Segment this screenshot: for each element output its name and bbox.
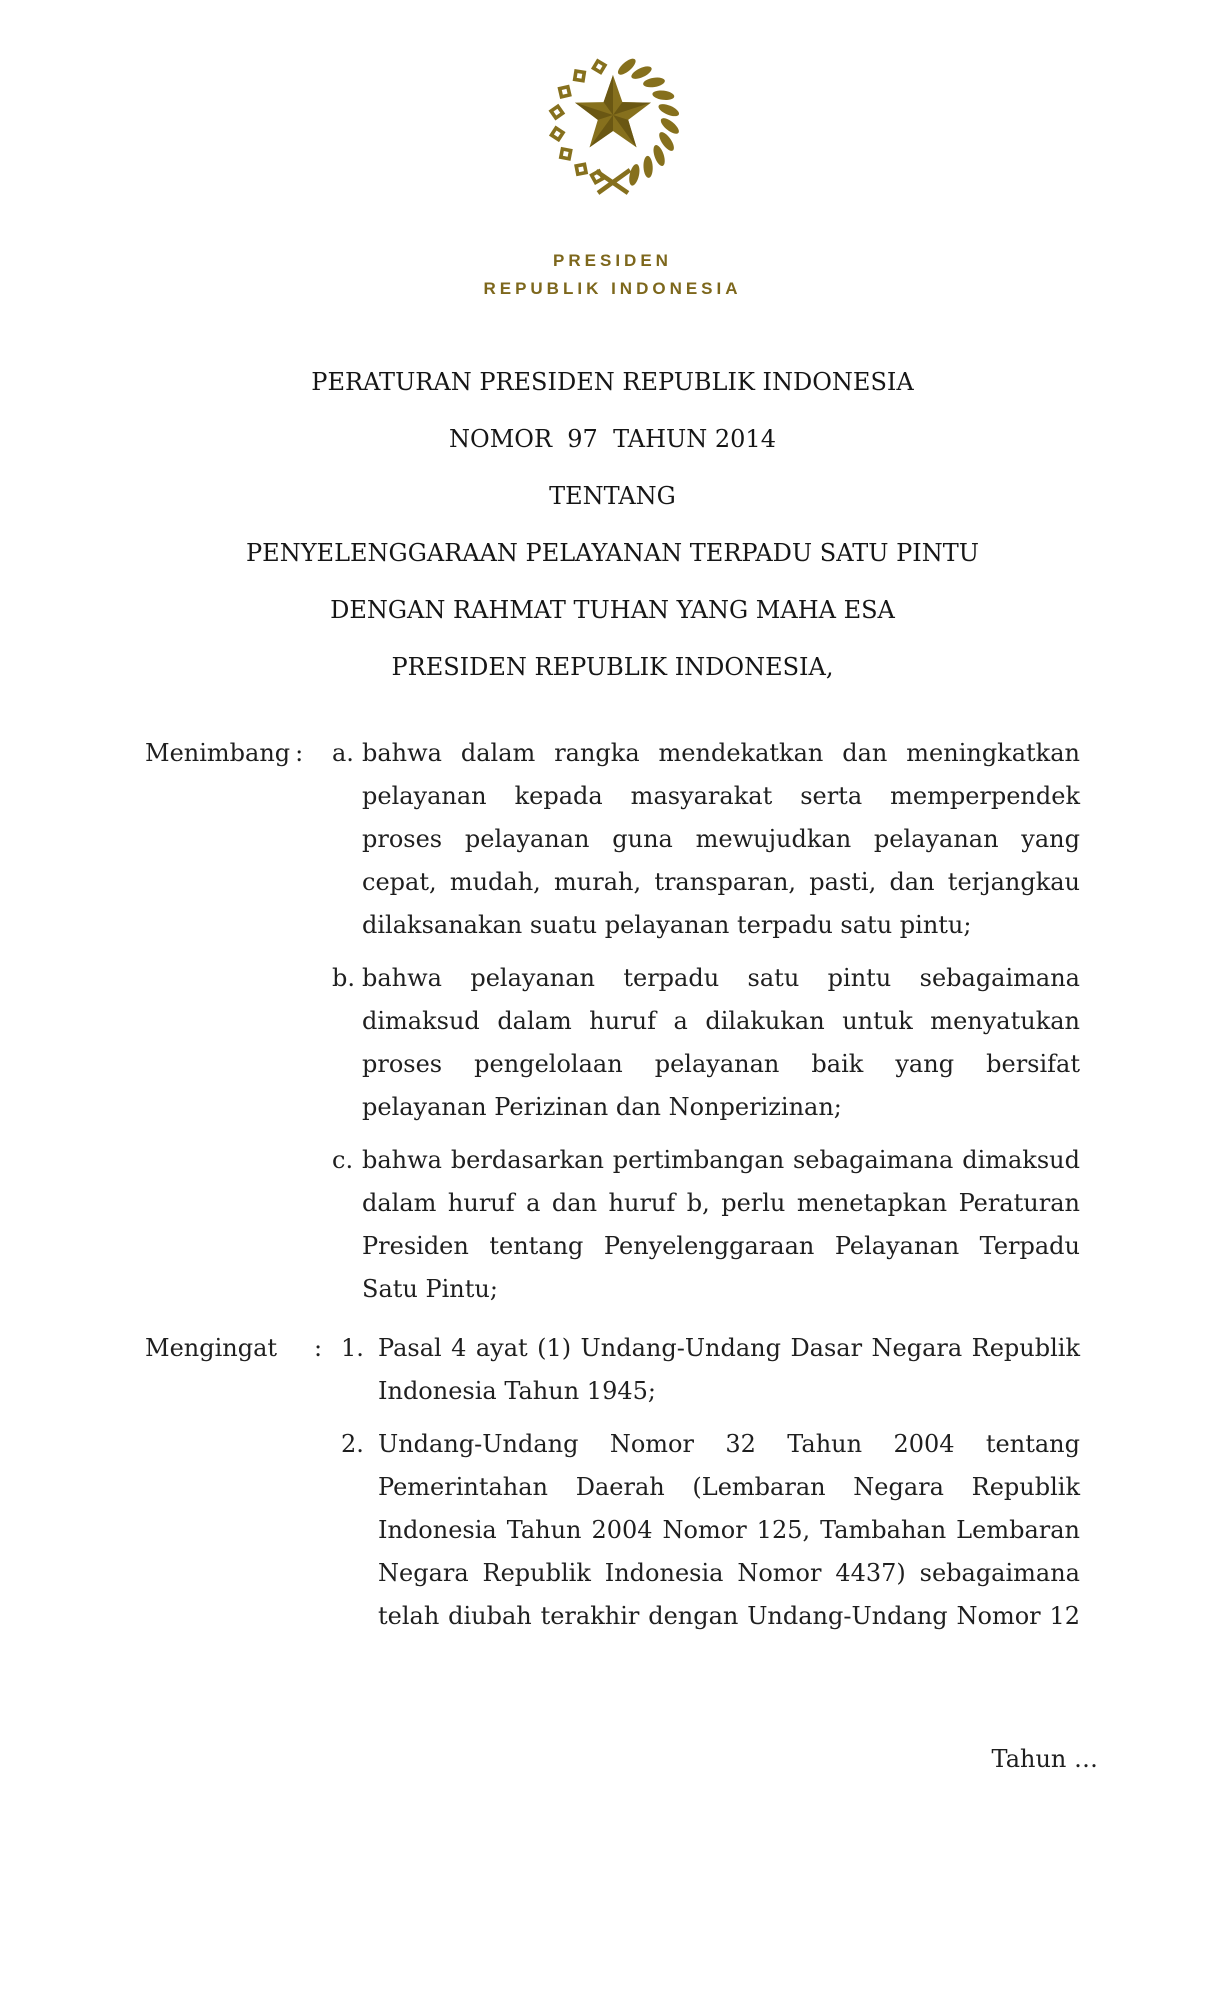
- menimbang-item-a: [145, 732, 1080, 947]
- title-nomor-tahun: NOMOR 97 TAHUN 2014: [449, 425, 776, 453]
- menimbang-label: [145, 732, 332, 947]
- star-icon: [575, 75, 651, 147]
- document-title-block: [145, 354, 1080, 696]
- mengingat-section: [145, 1327, 1080, 1638]
- item-text: bahwa dalam rangka mendekatkan dan meningkatkan pelayanan kepada masyarakat serta memperpendek proses pelayanan guna mewujudkan pelayanan yang cepat, mudah, murah, transparan, pasti, dan terjangkau dilaksanakan suatu pelayanan terpadu satu pintu;: [362, 739, 1080, 939]
- title-invocation: DENGAN RAHMAT TUHAN YANG MAHA ESA: [330, 596, 895, 624]
- menimbang-item-c: [145, 1139, 1080, 1311]
- mengingat-item-1: [145, 1327, 1080, 1413]
- item-marker: 2.: [341, 1430, 364, 1458]
- title-peraturan: PERATURAN PRESIDEN REPUBLIK INDONESIA: [311, 368, 914, 396]
- menimbang-item-b: [145, 957, 1080, 1129]
- item-text: Pasal 4 ayat (1) Undang-Undang Dasar Negara Republik Indonesia Tahun 1945;: [378, 1334, 1080, 1405]
- item-text: bahwa berdasarkan pertimbangan sebagaimana dimaksud dalam huruf a dan huruf b, perlu menetapkan Peraturan Presiden tentang Penyelenggaraan Pelayanan Terpadu Satu Pintu;: [362, 1146, 1080, 1303]
- page-catchword: Tahun …: [991, 1745, 1098, 1773]
- item-marker: c.: [332, 1146, 354, 1174]
- document-body: [145, 732, 1098, 1781]
- letterhead-presiden: PRESIDEN: [553, 251, 672, 270]
- mengingat-label: [145, 1327, 341, 1413]
- letterhead: [145, 42, 1080, 300]
- menimbang-label-word: Menimbang: [145, 739, 291, 767]
- mengingat-item-2: [145, 1423, 1080, 1638]
- presidential-emblem-icon: [533, 42, 693, 202]
- title-issuer: PRESIDEN REPUBLIK INDONESIA,: [391, 653, 834, 681]
- title-tentang: TENTANG: [549, 482, 676, 510]
- title-subject: PENYELENGGARAAN PELAYANAN TERPADU SATU PINTU: [246, 539, 979, 567]
- mengingat-colon: :: [314, 1334, 323, 1362]
- item-marker: a.: [332, 739, 354, 767]
- item-text: Undang-Undang Nomor 32 Tahun 2004 tentang Pemerintahan Daerah (Lembaran Negara Republik Indonesia Tahun 2004 Nomor 125, Tambahan Lembaran Negara Republik Indonesia Nomor 4437) sebagaimana telah diubah terakhir dengan Undang-Undang Nomor 12: [378, 1430, 1080, 1630]
- mengingat-label-word: Mengingat: [145, 1334, 278, 1362]
- menimbang-section: [145, 732, 1080, 1311]
- item-text: bahwa pelayanan terpadu satu pintu sebagaimana dimaksud dalam huruf a dilakukan untuk menyatukan proses pengelolaan pelayanan baik yang bersifat pelayanan Perizinan dan Nonperizinan;: [362, 964, 1080, 1121]
- item-marker: b.: [332, 964, 355, 992]
- item-marker: 1.: [341, 1334, 364, 1362]
- menimbang-colon: :: [295, 739, 304, 767]
- letterhead-republik-indonesia: REPUBLIK INDONESIA: [483, 279, 742, 298]
